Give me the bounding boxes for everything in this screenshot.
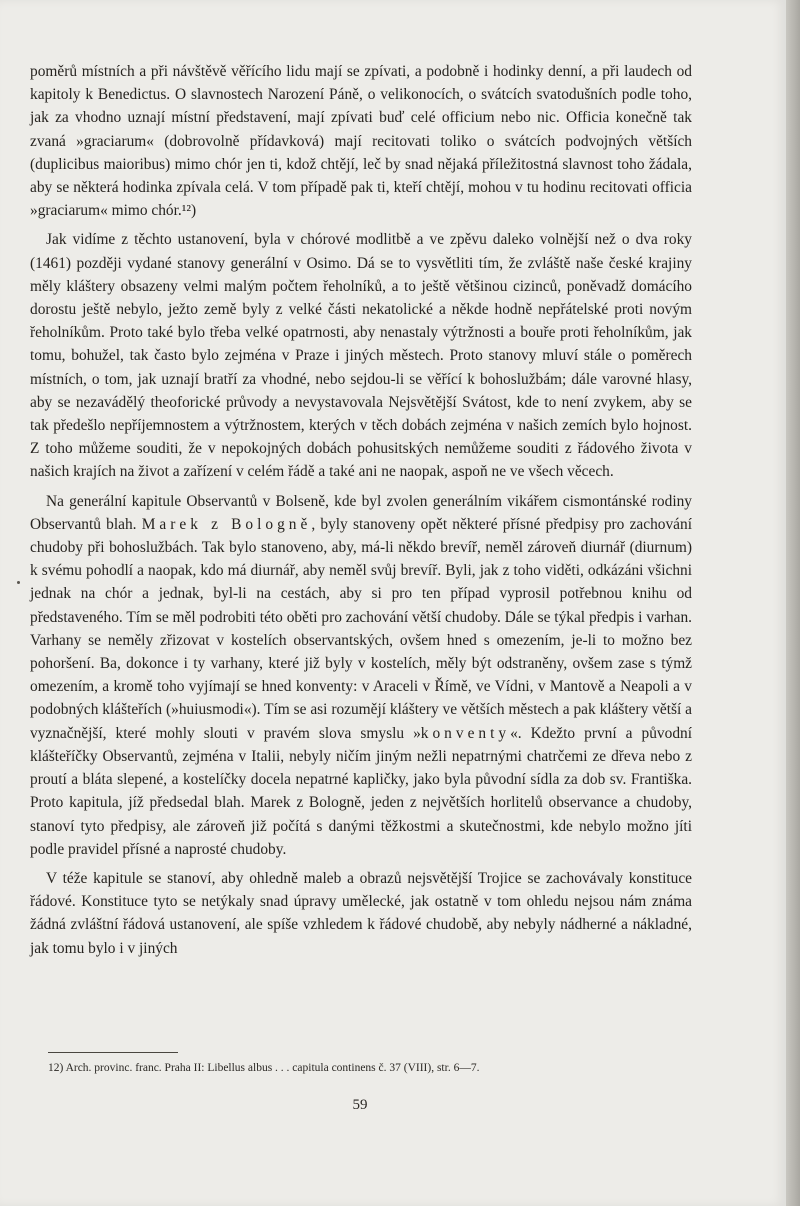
page-number: 59 (352, 1097, 368, 1113)
paragraph-1: poměrů místních a při návštěvě věřícího lidu mají se zpívati, a podobně i hodinky denní, a při laudech od kapitoly k Benedictus. O slavnostech Narození Páně, o velikonocích, o svátcích svatodušních podle toho, jak za vhodno uznají místní představení, mají zpívati buď celé officium nebo nic. Officia konečně tak zvaná »graciarum« (dobrovolně přídavková) mají recitovati toliko o svátcích podvojných větších (duplicibus maioribus) mimo chór jen ti, kdož chtějí, leč by snad nějaká příležitostná slavnost toho žádala, aby se některá hodinka zpívala celá. V tom případě pak ti, kteří chtějí, mohou v tu hodinu recitovati officia »graciarum« mimo chór.¹²) (30, 63, 692, 220)
word-konventy: konventy (420, 724, 511, 742)
page-edge (786, 0, 800, 1206)
footnote-rule (48, 1052, 178, 1053)
paragraph-4: V téže kapitule se stanoví, aby ohledně maleb a obrazů nejsvětější Trojice se zachovávaly konstituce řádové. Konstituce tyto se netýkaly snad úpravy umělecké, jak ostatně v tom ohledu nejsou nám známa žádná zvláštní řádová ustanovení, ale spíše vzhledem k řádové chudobě, aby nebyly nádherné a nákladné, jak tomu bylo i v jiných (30, 869, 692, 957)
name-marek-z-bologne: Marek z Bologně (141, 515, 312, 533)
paragraph-2: Jak vidíme z těchto ustanovení, byla v chórové modlitbě a ve zpěvu daleko volnější než o dva roky (1461) později vydané stanovy generální v Osimo. Dá se to vysvětliti tím, že zvláště naše české krajiny měly kláštery obsazeny velmi malým počtem řeholníků, a to ještě většinou cizinců, poněvadž domácího dorostu ještě nebylo, ježto země byly z velké části nekatolické a někde hodně nepřátelské proti novým řeholníkům. Proto také bylo třeba velké opatrnosti, aby nenastaly výtržnosti a bouře proti řeholníkům, jak tomu, bohužel, tak často bylo zejména v Praze i jiných městech. Proto stanovy mluví stále o poměrech místních, o tom, jak uznají bratří za vhodné, nebo sejdou-li se věřící k bohoslužbám; dále varovné hlasy, aby se nezavádělý theoforické průvody a nevystavovala Nejsvětější Svátost, kde to není zvykem, aby se tak předešlo nepříjemnostem a výtržnostem, kterých v těch dobách zejména v našich zemích bylo hojnost. Z toho můžeme souditi, že v nepokojných dobách pohusitských nemůžeme souditi z řádového života v našich krajích na život a zařízení v celém řádě a také ani ne naopak, aspoň ne ve všech věcech. (30, 231, 692, 481)
margin-mark (17, 581, 20, 584)
body-text (30, 60, 692, 966)
paragraph-3 (30, 490, 692, 861)
paragraph-3-part-a: Na generální kapitule Observantů v Bolseně, kde byl zvolen generálním vikářem cismontánské rodiny Observantů blah. (30, 492, 692, 533)
paragraph-3-part-b: , byly stanoveny opět některé přísné předpisy pro zachování chudoby při bohoslužbách. Tak bylo stanoveno, aby, má-li někdo brevíř, neměl zároveň diurnář (diurnum) k svému pohodlí a naopak, kdo má diurnář, aby neměl svůj brevíř. Byli, jak z toho viděti, odkázáni všichni jednak na chór a jednak, byl-li na cestách, aby si pro ten případ vyprosil potřebnou knihu od představeného. Tím se měl podrobiti této oběti pro zachování větší chudoby. Dále se týkal předpis i varhan. Varhany se neměly zřizovat v kostelích observantských, ovšem hned s omezením, je-li to možno bez pohoršení. Ba, dokonce i ty varhany, které již byly v kostelích, měly být odstraněny, ovšem zase s týmž omezením, a kromě toho vyjímají se hned konventy: v Araceli v Římě, ve Vídni, v Mantově a Neapoli a v podobných klášteřích (»huiusmodi«). Tím se asi rozumějí kláštery ve větších městech a pak kláštery větší a vyznačnější, které mohly slouti v pravém slova smyslu » (30, 515, 692, 742)
footnote: 12) Arch. provinc. franc. Praha II: Libellus albus . . . capitula continens č. 37 (VIII), str. 6—7. (48, 1062, 480, 1074)
paragraph-3-part-c: «. Kdežto první a původní klášteříčky Observantů, zejména v Italii, nebyly ničím jiným nežli nepatrnými chatrčemi ze dřeva nebo z proutí a bláta slepené, a kostelíčky docela nepatrné kapličky, jako byla původní sídla za dob sv. Františka. Proto kapitula, jíž předsedal blah. Marek z Bologně, jeden z největších horlitelů observance a chudoby, stanoví tyto předpisy, ale zároveň již počítá s danými těžkostmi a skutečnostmi, kde nebylo možno jíti podle pravidel přísné a naprosté chudoby. (30, 724, 692, 858)
